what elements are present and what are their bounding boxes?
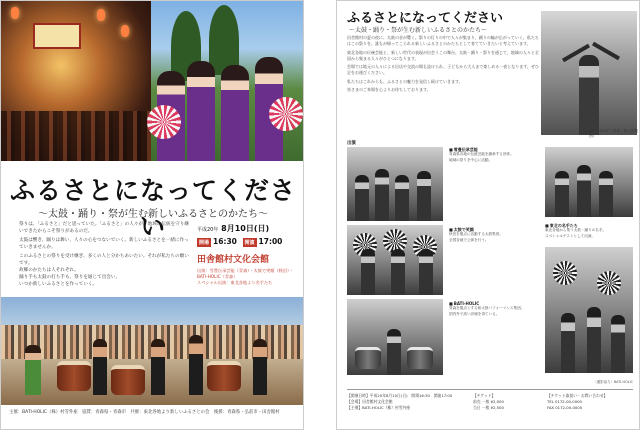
photo-caption: BATI-HOLIC（青森・和太鼓集団） [589,129,639,138]
footer-line: 【開催日時】平成20年8月10日(日) 開場16:30 開演17:00 [347,393,453,398]
footer-line: 【チケット取扱い・お問い合わせ】 [547,393,608,398]
profile-line: スペシャルゲストとして出演。 [545,233,596,238]
person-figure [419,249,433,295]
person-figure [375,169,389,221]
body-paragraph: 東北各地の伝統芸能と、新しい世代の表現が出会うこの舞台。太鼓・踊り・祭りを通じて、地域の人々と全国から集まる人々がひとつになります。 [347,49,539,61]
person-figure [417,171,431,221]
person-figure [395,175,409,221]
taiko-drum [207,361,241,391]
profile-heading: ■ 太鼓で笑顔 [449,227,541,232]
fan-icon [553,261,577,285]
back-page [336,0,640,430]
event-date [197,223,301,234]
lantern-icon [121,25,129,37]
taiko-drum [355,347,381,369]
drummer-figure [253,339,267,395]
person-figure [561,313,575,373]
performer-line: 出演：雪豊伝承芸能（青森）・太鼓で笑顔（秋田）・ [197,267,294,273]
bw-photo-fans [347,225,443,295]
profile-heading: ■ BATI-HOLIC [449,301,541,306]
stage-sign [33,23,81,49]
taiko-performance-photo [1,297,304,405]
venue-name: 田舎館村文化会館 [197,254,270,265]
dancer-figure [187,61,215,161]
front-footer: 主催：BATI-HOLIC（株）村雪外座 協賛：青森県・青森市 共催：東北各地より新しいふるさとの会 後援：青森県・弘前市・田舎館村 [1,405,304,430]
bw-photo-dancers [347,147,443,221]
back-footer [347,389,633,425]
intro-paragraph: 太鼓は響き、踊りは舞い、人々の心をつないでいく。新しいふるさとを一緒に作っていきませんか。 [19,237,189,251]
drummer-figure [189,335,203,395]
person-figure [391,249,405,295]
bw-photo-festival [545,247,633,373]
date-value: 8月10日(日) [221,224,270,233]
dancers-photo [151,1,304,161]
profile-line: 全国各地で公演を行う。 [449,237,489,242]
profile-block [449,301,541,317]
footer-line: 【会場】田舎館村文化会館 [347,399,393,404]
intro-paragraph: このふるさとの祭りを受け継ぎ、多くの人と分かちあいたい。それが私たちの願いです。 [19,253,189,267]
person-figure [555,171,569,217]
footer-line: 前売 一般 ¥2,000 [473,399,504,404]
back-body-text [347,35,539,95]
start-badge: 開演 [244,239,255,246]
fan-icon [269,97,303,131]
person-figure [355,175,369,221]
night-stage-photo [1,1,151,161]
body-paragraph: 皆さまのご来場を心よりお待ちしております。 [347,87,431,93]
fan-icon [147,105,181,139]
footer-contact-col [547,393,633,411]
bw-photo-group [545,147,633,217]
back-title: ふるさとになってください [347,11,504,26]
profile-block [449,147,541,163]
drummer-figure [151,339,165,395]
back-subtitle: 〜太鼓・踊り・祭が生む新しいふるさとのかたち〜 [349,27,488,34]
main-title: ふるさとになってください [9,176,296,241]
open-time: 16:30 [213,237,237,246]
fan-icon [597,271,621,295]
person-figure [611,315,625,373]
taiko-drum [57,361,91,391]
dancer-figure [25,345,41,395]
intro-paragraph: 祭りは、「ふるさと」だと思っていた。「ふるさと」の人々が、地域の伝統を守り継いできたからこそ祭りがあるのだ。 [19,222,189,235]
footer-ticket-col [473,393,543,411]
dancer-figure [221,65,249,161]
person-figure [577,165,591,217]
start-time: 17:00 [258,237,283,246]
body-paragraph: 私たちはこれからも、ふるさとの魅力を発信し続けていきます。 [347,78,463,84]
person-figure [387,329,401,375]
intro-verse-line: 故郷のかたちは人それぞれ。 [19,268,79,273]
top-photo-collage [1,1,304,161]
profile-line: 地域の祭りを中心に活動。 [449,157,493,162]
front-page [0,0,304,430]
section-label-performers: 出演 [347,141,356,146]
taiko-drum [407,347,433,369]
intro-verse-line: いつか新しいふるさとを作っていく。 [19,282,98,287]
event-time [197,237,301,247]
profile-line: 青森を拠点とする和太鼓パフォーマンス集団。 [449,306,525,311]
profile-line: 秋田を拠点に活動する太鼓集団。 [449,232,503,237]
intro-verse-line: 踊り手も太鼓の打ち手も、祭りを通じて出会い、 [19,275,121,280]
drummer-bw-photo [541,11,637,135]
footer-line: FAX 0172-00-0000 [547,405,583,410]
intro-text [19,221,189,268]
footer-line: 【主催】BATI-HOLIC（株）村雪外座 [347,405,411,410]
bw-photo-drummers [347,299,443,375]
subtitle: 〜太鼓・踊り・祭が生む新しいふるさとのかたち〜 [38,209,268,220]
profile-block [545,223,633,239]
profile-line: 青森県各地の伝統芸能を継承する団体。 [449,152,514,157]
person-figure [599,171,613,217]
lantern-icon [97,9,105,21]
open-badge: 開場 [199,239,210,246]
drummer-figure [579,55,599,135]
footer-event-col [347,393,467,411]
footer-line: 当日 一般 ¥2,500 [473,405,504,410]
crowd-silhouette [1,111,151,161]
profile-block [449,227,541,243]
drummer-figure [93,339,107,395]
taiko-drum [111,365,145,395]
footnote: （撮影協力）BATI-HOLIC [593,380,633,384]
profile-line: 東北各地から集う太鼓・踊りの名手。 [545,228,607,233]
performer-line: スペシャル出演：東北各地より名手たち [197,279,273,285]
profile-heading: ■ 雪豊伝承芸能 [449,147,541,152]
body-paragraph: 田舎館村の夏の夜に、太鼓の音が響く。祭りの灯りの中で人々が集まり、踊りの輪が広がっていく。私たちはこの祭りを、誰もが帰ってこられる新しいふるさとのかたちとして育てていきたいと考えています。 [347,35,539,47]
performers-list [197,268,301,286]
profile-heading: ■ 東北の名手たち [545,223,633,228]
event-info [197,223,301,286]
intro-verse [19,267,139,288]
performer-line: BATI-HOLIC（青森） [197,273,238,279]
body-paragraph: 会場では地元の人々による出店や交流の場も設けられ、子どもから大人まで楽しめる一夜となります。ぜひ足をお運びください。 [347,64,539,76]
lantern-icon [11,7,19,19]
page-gap [304,0,336,430]
profile-line: 国内外で高い評価を得ている。 [449,311,500,316]
footer-line: 【チケット】 [473,393,496,398]
date-era: 平成20年 [197,227,219,233]
person-figure [361,249,375,295]
person-figure [587,307,601,373]
footer-line: TEL 0172-00-0000 [547,399,582,404]
